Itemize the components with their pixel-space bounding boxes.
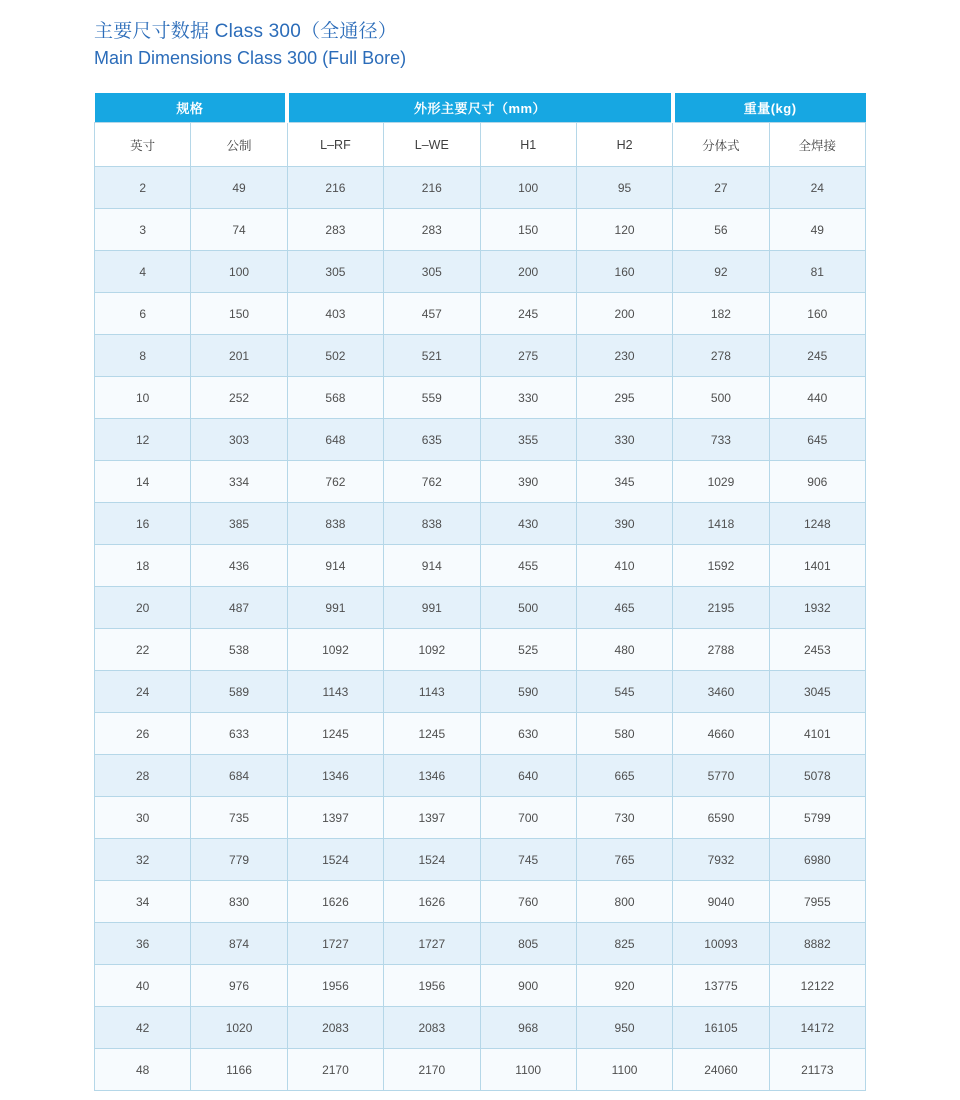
table-cell: 762 (384, 461, 480, 503)
table-row (95, 755, 866, 797)
table-cell: 545 (576, 671, 672, 713)
table-cell: 3045 (769, 671, 865, 713)
table-cell: 805 (480, 923, 576, 965)
table-row (95, 1007, 866, 1049)
table-cell: 56 (673, 209, 769, 251)
table-cell: 825 (576, 923, 672, 965)
table-cell: 1956 (287, 965, 383, 1007)
table-cell: 580 (576, 713, 672, 755)
table-cell: 26 (95, 713, 191, 755)
table-cell: 630 (480, 713, 576, 755)
table-cell: 160 (576, 251, 672, 293)
table-cell: 991 (287, 587, 383, 629)
table-row (95, 167, 866, 209)
table-cell: 403 (287, 293, 383, 335)
table-cell: 182 (673, 293, 769, 335)
table-cell: 100 (480, 167, 576, 209)
table-cell: 330 (576, 419, 672, 461)
table-cell: 2195 (673, 587, 769, 629)
table-cell: 914 (384, 545, 480, 587)
table-cell: 36 (95, 923, 191, 965)
table-cell: 345 (576, 461, 672, 503)
table-cell: 1029 (673, 461, 769, 503)
table-cell: 487 (191, 587, 287, 629)
table-cell: 1092 (287, 629, 383, 671)
table-cell: 150 (480, 209, 576, 251)
table-cell: 874 (191, 923, 287, 965)
table-cell: 465 (576, 587, 672, 629)
table-cell: 305 (287, 251, 383, 293)
table-cell: 9040 (673, 881, 769, 923)
table-cell: 500 (480, 587, 576, 629)
table-cell: 160 (769, 293, 865, 335)
table-cell: 6 (95, 293, 191, 335)
table-row (95, 839, 866, 881)
table-cell: 100 (191, 251, 287, 293)
table-row (95, 335, 866, 377)
table-cell: 1100 (480, 1049, 576, 1091)
table-cell: 8 (95, 335, 191, 377)
table-cell: 390 (576, 503, 672, 545)
table-cell: 440 (769, 377, 865, 419)
table-cell: 295 (576, 377, 672, 419)
table-cell: 252 (191, 377, 287, 419)
table-cell: 216 (384, 167, 480, 209)
table-cell: 1166 (191, 1049, 287, 1091)
table-cell: 590 (480, 671, 576, 713)
table-cell: 48 (95, 1049, 191, 1091)
column-header: 全焊接 (769, 123, 865, 167)
table-cell: 1100 (576, 1049, 672, 1091)
table-cell: 283 (287, 209, 383, 251)
table-row (95, 209, 866, 251)
column-header-row (95, 123, 866, 167)
table-cell: 589 (191, 671, 287, 713)
table-cell: 2453 (769, 629, 865, 671)
table-cell: 30 (95, 797, 191, 839)
group-header-spec: 规格 (95, 93, 288, 123)
table-row (95, 503, 866, 545)
column-header: L–WE (384, 123, 480, 167)
table-cell: 436 (191, 545, 287, 587)
table-cell: 760 (480, 881, 576, 923)
table-cell: 4 (95, 251, 191, 293)
table-cell: 521 (384, 335, 480, 377)
table-body (95, 167, 866, 1091)
table-cell: 10093 (673, 923, 769, 965)
table-cell: 1932 (769, 587, 865, 629)
table-row (95, 461, 866, 503)
table-cell: 635 (384, 419, 480, 461)
page-header (94, 18, 406, 71)
table-cell: 1592 (673, 545, 769, 587)
table-cell: 779 (191, 839, 287, 881)
table-cell: 762 (287, 461, 383, 503)
table-cell: 49 (191, 167, 287, 209)
table-cell: 3460 (673, 671, 769, 713)
table-cell: 10 (95, 377, 191, 419)
table-row (95, 965, 866, 1007)
table-cell: 1092 (384, 629, 480, 671)
table-cell: 74 (191, 209, 287, 251)
table-cell: 645 (769, 419, 865, 461)
column-header: H2 (576, 123, 672, 167)
column-header: 公制 (191, 123, 287, 167)
table-cell: 1626 (384, 881, 480, 923)
table-cell: 6980 (769, 839, 865, 881)
table-cell: 40 (95, 965, 191, 1007)
table-cell: 6590 (673, 797, 769, 839)
table-cell: 12 (95, 419, 191, 461)
table-cell: 1626 (287, 881, 383, 923)
table-cell: 14 (95, 461, 191, 503)
table-cell: 245 (480, 293, 576, 335)
table-cell: 455 (480, 545, 576, 587)
table-cell: 32 (95, 839, 191, 881)
table-cell: 3 (95, 209, 191, 251)
table-cell: 230 (576, 335, 672, 377)
table-cell: 559 (384, 377, 480, 419)
table-cell: 480 (576, 629, 672, 671)
column-header: 英寸 (95, 123, 191, 167)
table-cell: 538 (191, 629, 287, 671)
table-cell: 2 (95, 167, 191, 209)
table-cell: 1727 (384, 923, 480, 965)
table-cell: 305 (384, 251, 480, 293)
table-cell: 24060 (673, 1049, 769, 1091)
table-cell: 745 (480, 839, 576, 881)
table-cell: 830 (191, 881, 287, 923)
table-cell: 24 (769, 167, 865, 209)
table-cell: 1143 (384, 671, 480, 713)
table-cell: 278 (673, 335, 769, 377)
table-cell: 1245 (287, 713, 383, 755)
table-cell: 968 (480, 1007, 576, 1049)
table-cell: 334 (191, 461, 287, 503)
table-cell: 5078 (769, 755, 865, 797)
table-cell: 385 (191, 503, 287, 545)
table-cell: 1346 (287, 755, 383, 797)
table-cell: 200 (480, 251, 576, 293)
table-cell: 684 (191, 755, 287, 797)
table-row (95, 923, 866, 965)
table-cell: 28 (95, 755, 191, 797)
page-title-en: Main Dimensions Class 300 (Full Bore) (94, 48, 407, 68)
table-cell: 730 (576, 797, 672, 839)
table-cell: 245 (769, 335, 865, 377)
table-cell: 275 (480, 335, 576, 377)
table-cell: 34 (95, 881, 191, 923)
table-cell: 502 (287, 335, 383, 377)
column-header: L–RF (287, 123, 383, 167)
table-cell: 568 (287, 377, 383, 419)
table-cell: 976 (191, 965, 287, 1007)
table-row (95, 629, 866, 671)
table-cell: 1524 (287, 839, 383, 881)
page-title-zh: 主要尺寸数据 Class 300（全通径） (94, 21, 397, 42)
table-row (95, 545, 866, 587)
table-cell: 4101 (769, 713, 865, 755)
table-cell: 1020 (191, 1007, 287, 1049)
table-row (95, 419, 866, 461)
table-cell: 1245 (384, 713, 480, 755)
table-cell: 2083 (287, 1007, 383, 1049)
column-header: H1 (480, 123, 576, 167)
table-row (95, 713, 866, 755)
table-cell: 950 (576, 1007, 672, 1049)
table-cell: 906 (769, 461, 865, 503)
table-cell: 735 (191, 797, 287, 839)
table-cell: 1524 (384, 839, 480, 881)
table-cell: 390 (480, 461, 576, 503)
table-cell: 2788 (673, 629, 769, 671)
table-row (95, 671, 866, 713)
table-cell: 838 (384, 503, 480, 545)
table-cell: 81 (769, 251, 865, 293)
table-cell: 14172 (769, 1007, 865, 1049)
table-cell: 525 (480, 629, 576, 671)
table-cell: 5770 (673, 755, 769, 797)
table-cell: 200 (576, 293, 672, 335)
table-cell: 95 (576, 167, 672, 209)
table-cell: 1397 (287, 797, 383, 839)
table-cell: 27 (673, 167, 769, 209)
group-header-weight: 重量(kg) (673, 93, 866, 123)
table-cell: 24 (95, 671, 191, 713)
table-cell: 2170 (287, 1049, 383, 1091)
table-cell: 1956 (384, 965, 480, 1007)
table-cell: 2083 (384, 1007, 480, 1049)
table-cell: 120 (576, 209, 672, 251)
table-cell: 16 (95, 503, 191, 545)
table-cell: 410 (576, 545, 672, 587)
table-cell: 18 (95, 545, 191, 587)
group-header-row (95, 93, 866, 123)
group-header-main-dimensions: 外形主要尺寸（mm） (287, 93, 673, 123)
table-cell: 330 (480, 377, 576, 419)
table-cell: 150 (191, 293, 287, 335)
table-cell: 765 (576, 839, 672, 881)
table-cell: 500 (673, 377, 769, 419)
table-row (95, 293, 866, 335)
table-cell: 4660 (673, 713, 769, 755)
table-cell: 633 (191, 713, 287, 755)
table-cell: 1397 (384, 797, 480, 839)
table-cell: 7932 (673, 839, 769, 881)
table-cell: 49 (769, 209, 865, 251)
table-cell: 838 (287, 503, 383, 545)
table-row (95, 1049, 866, 1091)
table-cell: 7955 (769, 881, 865, 923)
table-cell: 216 (287, 167, 383, 209)
table-cell: 1727 (287, 923, 383, 965)
table-cell: 665 (576, 755, 672, 797)
table-cell: 303 (191, 419, 287, 461)
table-cell: 20 (95, 587, 191, 629)
table-row (95, 377, 866, 419)
table-cell: 700 (480, 797, 576, 839)
column-header: 分体式 (673, 123, 769, 167)
table-cell: 283 (384, 209, 480, 251)
table-row (95, 797, 866, 839)
table-cell: 640 (480, 755, 576, 797)
table-cell: 92 (673, 251, 769, 293)
table-row (95, 251, 866, 293)
table-cell: 991 (384, 587, 480, 629)
table-cell: 914 (287, 545, 383, 587)
table-cell: 733 (673, 419, 769, 461)
table-cell: 8882 (769, 923, 865, 965)
table-cell: 13775 (673, 965, 769, 1007)
table-cell: 355 (480, 419, 576, 461)
table-cell: 430 (480, 503, 576, 545)
table-cell: 457 (384, 293, 480, 335)
table-cell: 16105 (673, 1007, 769, 1049)
table-cell: 1401 (769, 545, 865, 587)
table-cell: 1143 (287, 671, 383, 713)
table-cell: 22 (95, 629, 191, 671)
table-cell: 1248 (769, 503, 865, 545)
dimensions-table (94, 93, 866, 1091)
table-cell: 648 (287, 419, 383, 461)
table-row (95, 881, 866, 923)
table-cell: 201 (191, 335, 287, 377)
table-cell: 5799 (769, 797, 865, 839)
table-cell: 1346 (384, 755, 480, 797)
table-cell: 12122 (769, 965, 865, 1007)
table-cell: 1418 (673, 503, 769, 545)
table-cell: 21173 (769, 1049, 865, 1091)
table-cell: 920 (576, 965, 672, 1007)
table-row (95, 587, 866, 629)
table-cell: 42 (95, 1007, 191, 1049)
table-cell: 900 (480, 965, 576, 1007)
table-cell: 800 (576, 881, 672, 923)
table-cell: 2170 (384, 1049, 480, 1091)
